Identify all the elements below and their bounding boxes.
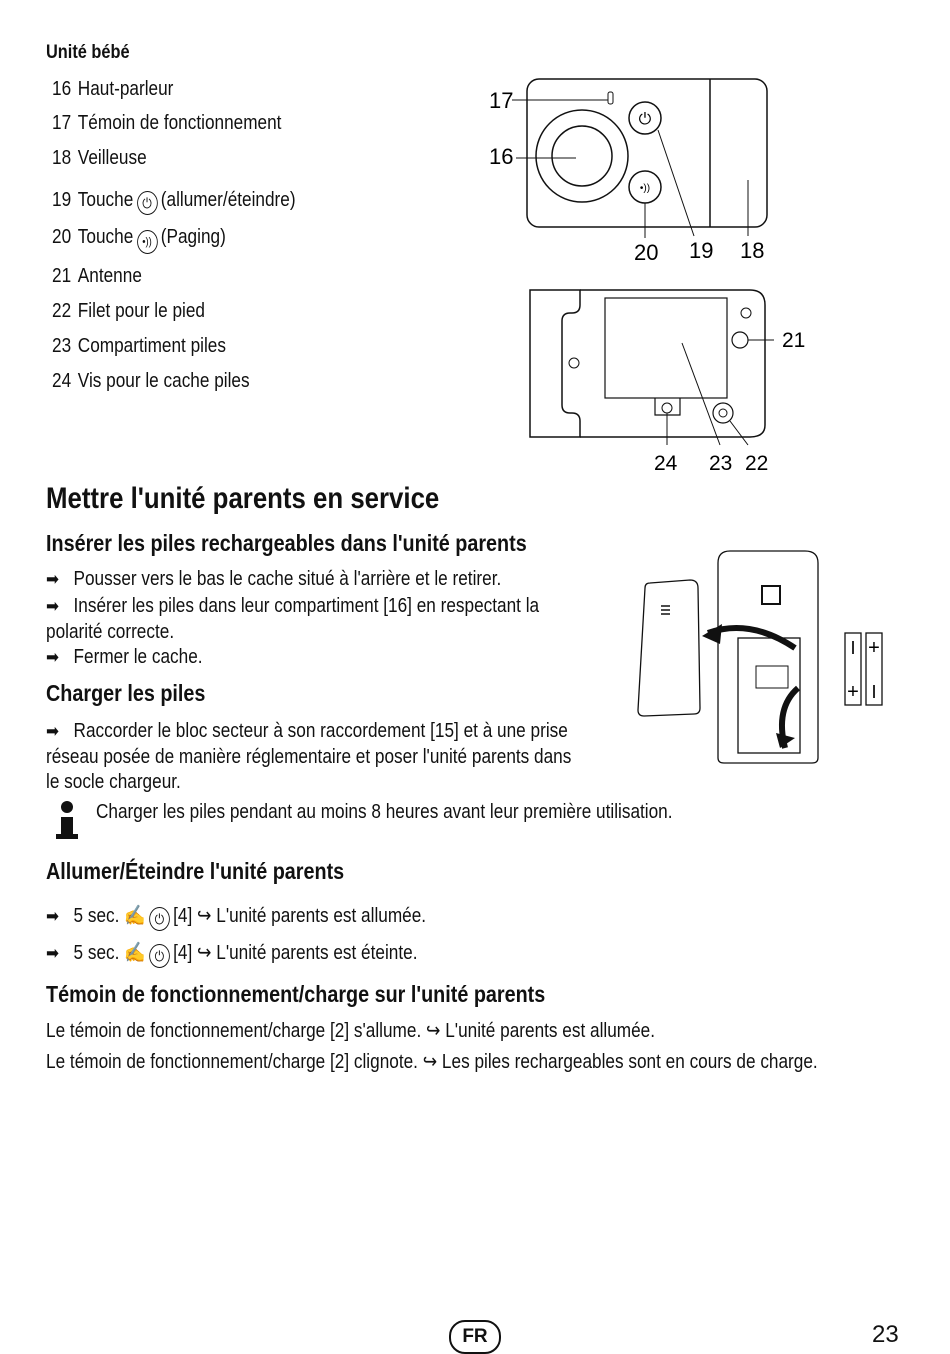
callout-label: 24 <box>654 452 678 475</box>
antenna-icon <box>732 332 748 348</box>
result-arrow-icon: ↪ <box>422 1051 438 1073</box>
list-item-continuation: réseau posée de manière réglementaire et poser l'unité parents dans <box>46 746 572 768</box>
press-icon: ✍ <box>124 905 146 927</box>
power-icon: ⏻ <box>149 907 170 931</box>
callout-label: 18 <box>740 238 765 263</box>
section-title: Unité bébé <box>46 42 130 63</box>
result-arrow-icon: ↪ <box>426 1020 441 1042</box>
arrow-right-icon: ➡ <box>46 721 59 741</box>
page-title: Mettre l'unité parents en service <box>46 482 440 515</box>
callout-label: 21 <box>782 329 806 352</box>
arrow-right-icon: ➡ <box>46 906 59 926</box>
screw-icon <box>662 403 672 413</box>
list-item: 17 Témoin de fonctionnement <box>52 112 282 134</box>
arrow-right-icon: ➡ <box>46 569 59 589</box>
callout-label: 20 <box>634 240 659 265</box>
result-arrow-icon: ↪ <box>197 905 212 927</box>
list-item: 20 Touche •)) (Paging) <box>52 225 226 254</box>
list-item: 24 Vis pour le cache piles <box>52 370 250 392</box>
power-icon: ⏻ <box>137 191 158 215</box>
list-item: ➡ 5 sec. ✍ ⏻ [4] ↪ L'unité parents est éteinte. <box>46 941 417 968</box>
callout-label: 22 <box>745 452 769 475</box>
svg-text:•)): •)) <box>639 183 651 194</box>
language-badge: FR <box>449 1320 501 1354</box>
battery-cover <box>638 580 700 716</box>
list-item: ➡ Raccorder le bloc secteur à son raccordement [15] et à une prise <box>46 720 568 742</box>
info-text: Charger les piles pendant au moins 8 heures avant leur première utilisation. <box>96 801 673 823</box>
list-item: ➡ Pousser vers le bas le cache situé à l'arrière et le retirer. <box>46 568 502 590</box>
list-item: 16 Haut-parleur <box>52 78 174 100</box>
foot-thread-icon <box>713 403 733 423</box>
list-item: 22 Filet pour le pied <box>52 300 205 322</box>
insert-heading: Insérer les piles rechargeables dans l'unité parents <box>46 530 527 556</box>
indicator-line: Le témoin de fonctionnement/charge [2] s'allume. ↪ L'unité parents est allumée. <box>46 1020 656 1042</box>
list-item: 21 Antenne <box>52 265 142 287</box>
svg-text:⏻: ⏻ <box>638 111 652 128</box>
baby-unit-front-diagram <box>480 70 780 270</box>
power-heading: Allumer/Éteindre l'unité parents <box>46 858 345 884</box>
arrow-right-icon: ➡ <box>46 943 59 963</box>
callout-label: 19 <box>689 238 714 263</box>
svg-text:+: + <box>868 637 880 659</box>
battery-compartment <box>605 298 727 398</box>
callout-label: 16 <box>489 144 514 169</box>
list-item: ➡ Fermer le cache. <box>46 646 203 668</box>
arrow-right-icon: ➡ <box>46 596 59 616</box>
list-item: ➡ Insérer les piles dans leur compartiment [16] en respectant la <box>46 595 540 617</box>
list-item: 23 Compartiment piles <box>52 335 226 357</box>
list-item-continuation: polarité correcte. <box>46 621 175 643</box>
list-item: 19 Touche ⏻ (allumer/éteindre) <box>52 188 296 215</box>
svg-text:I: I <box>871 682 877 702</box>
charge-heading: Charger les piles <box>46 680 206 706</box>
indicator-line: Le témoin de fonctionnement/charge [2] clignote. ↪ Les piles rechargeables sont en cours de charge. <box>46 1051 818 1073</box>
list-item-continuation: le socle chargeur. <box>46 771 181 793</box>
page-number: 23 <box>872 1321 899 1348</box>
svg-text:I: I <box>850 638 856 658</box>
arrow-right-icon: ➡ <box>46 647 59 667</box>
callout-label: 23 <box>709 452 733 475</box>
svg-text:+: + <box>847 681 859 703</box>
indicator-heading: Témoin de fonctionnement/charge sur l'unité parents <box>46 981 546 1007</box>
power-icon: ⏻ <box>149 944 170 968</box>
press-icon: ✍ <box>124 942 146 964</box>
paging-icon: •)) <box>137 230 158 254</box>
list-item: 18 Veilleuse <box>52 147 147 169</box>
callout-label: 17 <box>489 88 514 113</box>
baby-unit-back-diagram <box>520 285 820 480</box>
result-arrow-icon: ↪ <box>197 942 212 964</box>
parent-unit-battery-diagram <box>630 548 890 773</box>
info-icon <box>52 800 82 842</box>
list-item: ➡ 5 sec. ✍ ⏻ [4] ↪ L'unité parents est allumée. <box>46 904 426 931</box>
